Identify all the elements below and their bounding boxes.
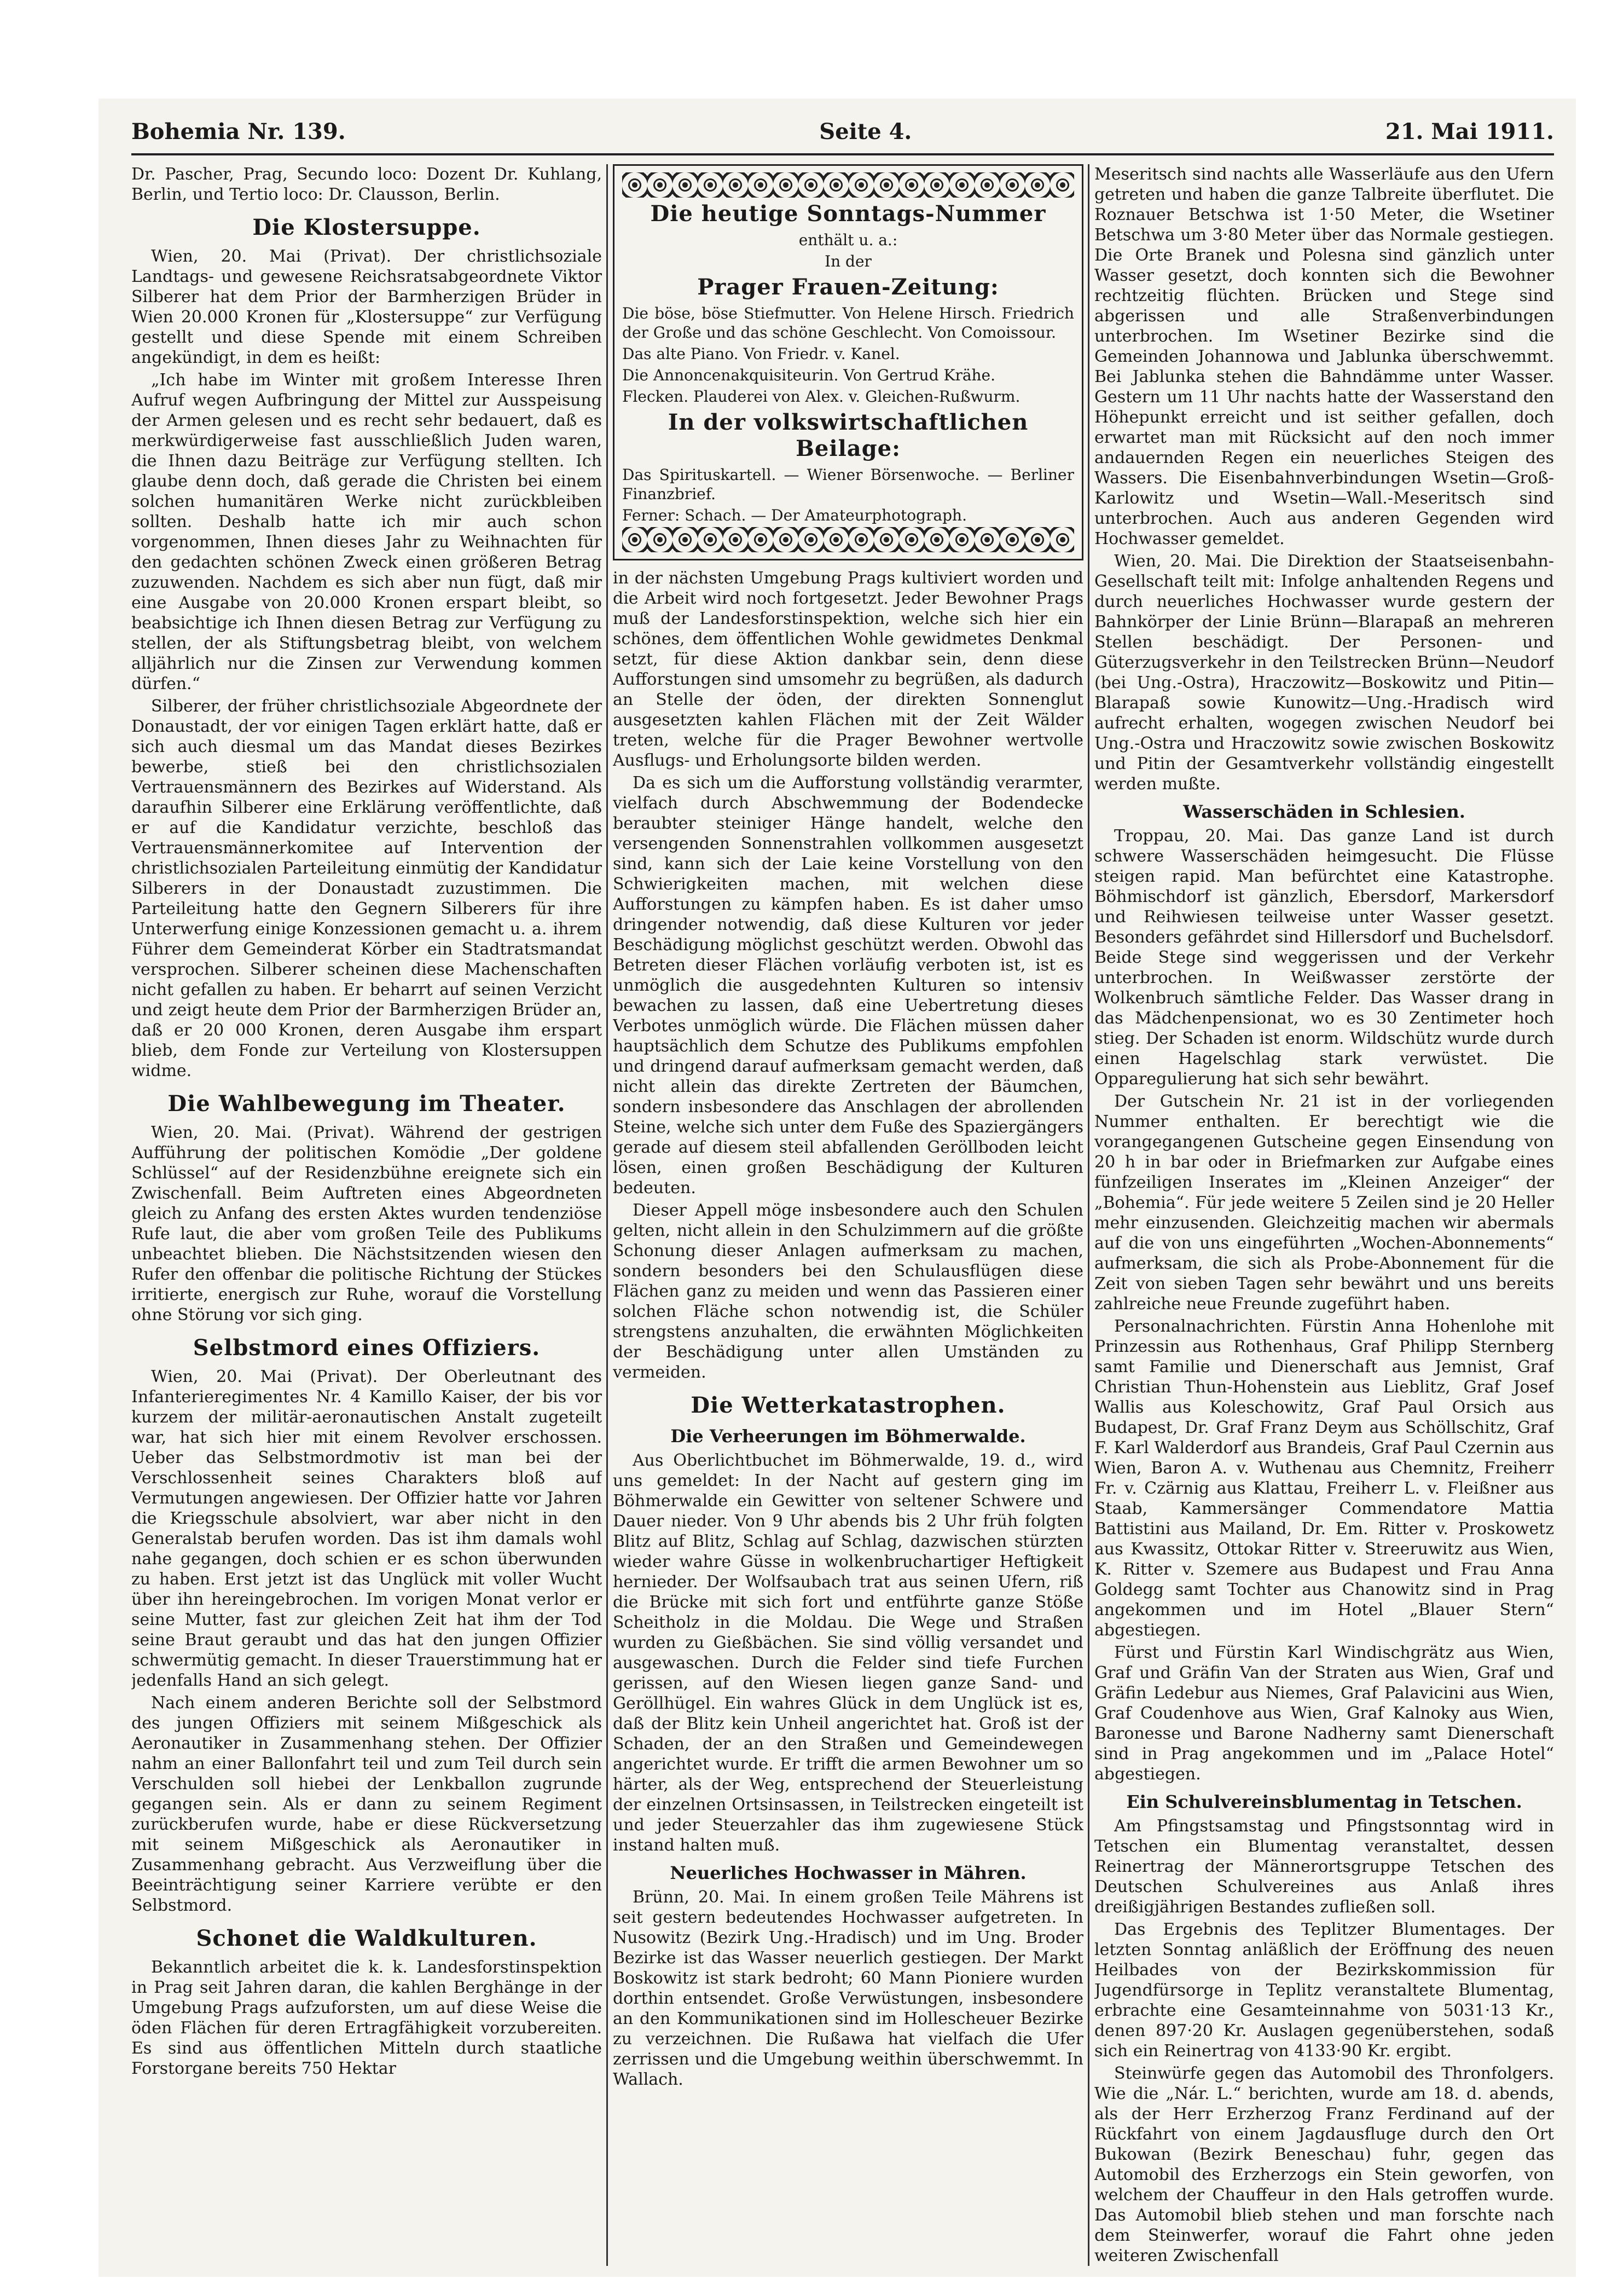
paragraph: Nach einem anderen Berichte soll der Selbstmord des jungen Offiziers mit seinem Mißgeschick als Aeronautiker in Zusammenhang stehen. Der Offizier nahm an einer Ballonfahrt teil und zum Teil durch sein Verschulden soll hiebei der Lenkballon zugrunde gegangen sein. Als er dann zu seinem Regiment zurückberufen wurde, habe er diese Rückversetzung mit seinem Mißgeschick als Aeronautiker in Zusammenhang gebracht. Aus Verzweiflung über die Beeinträchtigung seiner Karriere verübte er den Selbstmord.	[131, 1693, 602, 1915]
ornament-border-icon	[622, 172, 1074, 198]
paragraph: Wien, 20. Mai. (Privat). Während der gestrigen Aufführung der politischen Komödie „Der goldene Schlüssel“ auf der Residenzbühne ereignete sich ein Zwischenfall. Beim Auftreten eines Abgeordneten gleich zu Anfang des ersten Aktes wurden tendenziöse Rufe laut, die aber vom großen Teile des Publikums unbeachtet blieben. Die Nächstsitzenden wiesen den Rufer den offenbar die politische Richtung der Stückes irritierte, energisch zur Ruhe, worauf die Vorstellung ohne Störung vor sich ging.	[131, 1123, 602, 1325]
paragraph: Am Pfingstsamstag und Pfingstsonntag wird in Tetschen ein Blumentag veranstaltet, dessen Reinertrag der Männerortsgruppe Tetschen des Deutschen Schulvereines aus Anlaß ihres dreißigjährigen Bestandes zufließen soll.	[1094, 1817, 1554, 1917]
box-line: Die böse, böse Stiefmutter. Von Helene Hirsch. Friedrich der Große und das schöne Geschlecht. Von Comoissour.	[622, 304, 1074, 342]
newspaper-page	[98, 99, 1576, 2277]
headline-schlesien: Wasserschäden in Schlesien.	[1183, 801, 1465, 822]
paragraph: Steinwürfe gegen das Automobil des Thronfolgers. Wie die „Nár. L.“ berichten, wurde am 18. d. abends, als der Herr Erzherzog Franz Ferdinand auf der Rückfahrt von einem Jagdausfluge durch den Ort Bukowan (Bezirk Beneschau) fuhr, gegen das Automobil des Erzherzogs ein Stein geworfen, von welchem der Chauffeur in den Hals getroffen wurde. Das Automobil blieb stehen und man forschte nach dem Steinwerfer, worauf die Fahrt ohne jeden weiteren Zwischenfall	[1094, 2064, 1554, 2265]
paragraph: Meseritsch sind nachts alle Wasserläufe aus den Ufern getreten und haben die ganze Talbreite überflutet. Die Roznauer Betschwa ist 1·50 Meter, die Wsetiner Betschwa um 3·80 Meter über das Normale gestiegen. Die Orte Branek und Polesna sind gänzlich unter Wasser gesetzt, doch konnten sich die Bewohner rechtzeitig flüchten. Brücken und Stege sind abgerissen und alle Straßenverbindungen unterbrochen. Im Wsetiner Bezirke sind die Gemeinden Johannowa und Jablunka überschwemmt. Bei Jablunka stehen die Bahndämme unter Wasser. Gestern um 11 Uhr nachts hatte der Wasserstand den Höhepunkt erreicht und ist seither gefallen, doch erwartet man mit Rücksicht auf den noch immer andauernden Regen ein neuerliches Steigen des Wassers. Die Eisenbahnverbindungen Wsetin—Groß-Karlowitz und Wsetin—Wall.-Meseritsch sind unterbrochen. Auch aus anderen Gegenden wird Hochwasser gemeldet.	[1094, 165, 1554, 548]
headline-selbstmord: Selbstmord eines Offiziers.	[193, 1335, 541, 1361]
paragraph: Wien, 20. Mai. Die Direktion der Staatseisenbahn-Gesellschaft teilt mit: Infolge anhaltenden Regens und durch neuerliches Hochwasser wurde gestern der Bahnkörper der Linie Brünn—Blarapaß an mehreren Stellen beschädigt. Der Personen- und Güterzugsverkehr in den Teilstrecken Brünn—Neudorf (bei Ung.-Ostra), Hraczowitz—Boskowitz und Pitin—Blarapaß sowie Kunowitz—Ung.-Hradisch wird aufrecht erhalten, wogegen zwischen Neudorf bei Ung.-Ostra und Hraczowitz sowie zwischen Boskowitz und Pitin der Gesamtverkehr vollständig eingestellt werden mußte.	[1094, 552, 1554, 794]
column-1	[131, 164, 602, 2266]
headline-wahlbewegung: Die Wahlbewegung im Theater.	[167, 1091, 566, 1117]
paragraph: „Ich habe im Winter mit großem Interesse Ihren Aufruf wegen Aufbringung der Mittel zur Ausspeisung der Armen gelesen und es recht sehr bedauert, daß es merkwürdigerweise fast ausschließlich Juden waren, die Ihnen dazu Beiträge zur Verfügung stellten. Ich glaube denn doch, daß gerade die Christen bei einem solchen humanitären Werke nicht zurückbleiben sollten. Deshalb hatte ich mir auch schon vorgenommen, Ihnen dieses Jahr zu Weihnachten für den gedachten schönen Zweck einen größeren Betrag zuzuwenden. Nachdem es sich aber nun fügt, daß mir eine Ausgabe von 20.000 Kronen erspart bleibt, so beabsichtige ich Ihnen diesen Betrag zur Verfügung zu stellen, der als Stiftungsbetrag bleibt, von welchem alljährlich nur die Zinsen zur Verwendung kommen dürfen.“	[131, 371, 602, 693]
page-header	[131, 109, 1554, 155]
paragraph: Personalnachrichten. Fürstin Anna Hohenlohe mit Prinzessin aus Rothenhaus, Graf Philipp Sternberg samt Familie und Dienerschaft aus Jemnist, Graf Christian Thun-Hohenstein aus Lieblitz, Graf Josef Wallis aus Koleschowitz, Graf Paul Orsich aus Budapest, Dr. Graf Franz Deym aus Schöllschitz, Graf F. Karl Walderdorf aus Brandeis, Graf Paul Czernin aus Wien, Baron A. v. Wuthenau aus Chemnitz, Freiherr Fr. v. Czärnig aus Klattau, Freiherr L. v. Fleißner aus Staab, Kammersänger Commendatore Mattia Battistini aus Mailand, Dr. Em. Ritter v. Proskowetz aus Kwassitz, Ottokar Ritter v. Streeruwitz aus Wien, K. Ritter v. Szemere aus Budapest und Frau Anna Goldegg samt Tochter aus Chanowitz sind in Prag angekommen und im Hotel „Blauer Stern“ abgestiegen.	[1094, 1317, 1554, 1640]
box-line: Die Annoncenakquisiteurin. Von Gertrud Krähe.	[622, 366, 996, 384]
paragraph: Das Ergebnis des Teplitzer Blumentages. Der letzten Sonntag anläßlich der Eröffnung des neuen Heilbades von der Bezirkskommission für Jugendfürsorge in Teplitz veranstaltete Blumentag, erbrachte eine Gesamteinnahme von 5031·13 Kr., denen 897·20 Kr. Auslagen gegenüberstehen, sodaß sich ein Reinertrag von 4133·90 Kr. ergibt.	[1094, 1920, 1554, 2061]
box-title: Die heutige Sonntags-Nummer	[650, 201, 1046, 227]
paragraph: Wien, 20. Mai (Privat). Der christlichsoziale Landtags- und gewesene Reichsratsabgeordnete Viktor Silberer hat dem Prior der Barmherzigen Brüder in Wien 20.000 Kronen für „Klostersuppe“ zur Verfügung gestellt und diese Spende mit einem Schreiben angekündigt, in dem es heißt:	[131, 247, 602, 367]
paragraph: in der nächsten Umgebung Prags kultiviert worden und die Arbeit wird noch fortgesetzt. Jeder Bewohner Prags muß der Landesforstinspektion, welche sich hier ein schönes, dem öffentlichen Wohle gewidmetes Denkmal setzt, für diese Aktion dankbar sein, denn diese Aufforstungen sind umsomehr zu begrüßen, als dadurch an Stelle der öden, der direkten Sonnenglut ausgesetzten kahlen Flächen mit der Zeit Wälder treten, welche für die Prager Bewohner wertvolle Ausflugs- und Erholungsorte bilden werden.	[613, 569, 1083, 770]
ornament-border-icon	[622, 527, 1074, 552]
paragraph: Dieser Appell möge insbesondere auch den Schulen gelten, nicht allein in den Schulzimmern auf die größte Schonung dieser Anlagen aufmerksam zu machen, sondern besonders bei den Schulausflügen diese Flächen ganz zu meiden und wenn das Passieren einer solchen Fläche schon notwendig ist, die Schüler strengstens anzuhalten, die erwähnten Möglichkeiten der Beschädigung unter allen Umständen zu vermeiden.	[613, 1201, 1083, 1382]
header-right: 21. Mai 1911.	[1385, 118, 1554, 144]
intro-text: Dr. Pascher, Prag, Secundo loco: Dozent Dr. Kuhlang, Berlin, und Tertio loco: Dr. Clausson, Berlin.	[131, 165, 602, 204]
column-2	[613, 164, 1083, 2266]
paragraph: Der Gutschein Nr. 21 ist in der vorliegenden Nummer enthalten. Er berechtigt wie die vorangegangenen Gutscheine gegen Einsendung von 20 h in bar oder in Briefmarken zur Aufgabe eines fünfzeiligen Inserates im „Kleinen Anzeiger“ der „Bohemia“. Für jede weitere 5 Zeilen sind je 20 Heller mehr einzusenden. Gleichzeitig machen wir abermals auf die von uns eingeführten „Wochen-Abonnements“ aufmerksam, die sich als Probe-Abonnement für die Zeit von sieben Tagen sehr bewährt und uns bereits zahlreiche neue Freunde zugeführt haben.	[1094, 1092, 1554, 1314]
box-line: Flecken. Plauderei von Alex. v. Gleichen-Rußwurm.	[622, 388, 1021, 406]
headline-klostersuppe: Die Klostersuppe.	[252, 215, 481, 240]
column-3	[1094, 164, 1554, 2266]
paragraph: Brünn, 20. Mai. In einem großen Teile Mährens ist seit gestern bedeutendes Hochwasser aufgetreten. In Nusowitz (Bezirk Ung.-Hradisch) und im Ung. Broder Bezirke ist das Wasser neuerlich gestiegen. Der Markt Boskowitz ist stark bedroht; 60 Mann Pioniere wurden dorthin entsendet. Große Verwüstungen, insbesondere an den Kommunikationen sind im Hollescheuer Bezirke zu verzeichnen. Die Rußawa hat vielfach die Ufer zerrissen und die Umgebung weithin überschwemmt. In Wallach.	[613, 1888, 1083, 2089]
paragraph: Silberer, der früher christlichsoziale Abgeordnete der Donaustadt, der vor einigen Tagen erklärt hatte, daß er sich auch diesmal um das Mandat dieses Bezirkes bewerbe, stieß bei den christlichsozialen Vertrauensmännern des Bezirkes auf Widerstand. Als daraufhin Silberer eine Erklärung veröffentlichte, daß er auf die Kandidatur verzichte, beschloß das Vertrauensmännerkomitee auf Intervention der christlichsozialen Parteileitung einmütig der Kandidatur Silberers in der Donaustadt zuzustimmen. Die Parteileitung hatte den Gegnern Silberers für ihre Unterwerfung einige Konzessionen gemacht u. a. ihrem Führer dem Gemeinderat Körber ein Stadtratsmandat versprochen. Silberer scheinen diese Machenschaften nicht gefallen zu haben. Er beharrt auf seinen Verzicht und zeigt heute dem Prior der Barmherzigen Brüder an, daß er 20 000 Kronen, deren Ausgabe ihm erspart blieb, dem Fonde zur Verteilung von Klostersuppen widme.	[131, 697, 602, 1080]
box-subtitle: In der	[825, 252, 872, 270]
box-line: Das alte Piano. Von Friedr. v. Kanel.	[622, 345, 900, 363]
paragraph: Troppau, 20. Mai. Das ganze Land ist durch schwere Wasserschäden heimgesucht. Die Flüsse steigen rapid. Man befürchtet eine Katastrophe. Böhmischdorf ist gänzlich, Ebersdorf, Markersdorf und Reihwiesen teilweise unter Wasser gesetzt. Besonders gefährdet sind Hillersdorf und Buchelsdorf. Beide Stege sind weggerissen und der Verkehr unterbrochen. In Weißwasser zerstörte der Wolkenbruch sämtliche Felder. Das Wasser drang in das Mädchenpensionat, wo es 30 Zentimeter hoch stieg. Der Schaden ist enorm. Wildschütz wurde durch einen Hagelschlag stark verwüstet. Die Opparegulierung hat sich sehr bewährt.	[1094, 826, 1554, 1089]
sunday-issue-box	[613, 164, 1083, 560]
box-line: Ferner: Schach. — Der Amateurphotograph.	[622, 506, 967, 524]
box-line: Das Spirituskartell. — Wiener Börsenwoche. — Berliner Finanzbrief.	[622, 466, 1074, 503]
paragraph: Aus Oberlichtbuchet im Böhmerwalde, 19. d., wird uns gemeldet: In der Nacht auf gestern ging im Böhmerwalde ein Gewitter von seltener Schwere und Dauer nieder. Von 9 Uhr abends bis 2 Uhr früh folgten Blitz auf Blitz, Schlag auf Schlag, dazwischen stürzten wieder wahre Güsse in wolkenbruchartiger Heftigkeit hernieder. Der Wolfsaubach trat aus seinen Ufern, riß die Brücke mit sich fort und entführte ganze Stöße Scheitholz in die Moldau. Die Wege und Straßen wurden zu Gießbächen. Sie sind völlig versandet und ausgewaschen. Durch die Felder sind tiefe Furchen gerissen, auf den Wiesen liegen ganze Sand- und Geröllhügel. Ein wahres Glück in dem Unglück ist es, daß der Blitz kein Unheil angerichtet hat. Groß ist der Schaden, der an den Straßen und Gemeindewegen angerichtet wurde. Er trifft die armen Bewohner um so härter, als der Weg, entsprechend der Steuerleistung der einzelnen Ortsinsassen, in Teilstrecken eingeteilt ist und jeder Steuerzahler das ihm zugewiesene Stück instand halten muß.	[613, 1451, 1083, 1855]
subheadline-boehmerwald: Die Verheerungen im Böhmerwalde.	[670, 1426, 1026, 1447]
paragraph: Wien, 20. Mai (Privat). Der Oberleutnant des Infanterieregimentes Nr. 4 Kamillo Kaiser, der bis vor kurzem der militär-aeronautischen Anstalt zugeteilt war, hat sich hier mit einem Revolver erschossen. Ueber das Selbstmordmotiv ist man bei der Verschlossenheit seines Charakters bloß auf Vermutungen angewiesen. Der Offizier hatte vor Jahren die Kriegsschule absolviert, war aber nicht in den Generalstab berufen worden. Das ist ihm damals wohl nahe gegangen, doch schien er es schon überwunden zu haben. Erst jetzt ist das Unglück mit voller Wucht über ihn hereingebrochen. Im vorigen Monat verlor er seine Mutter, fast zur gleichen Zeit hat ihm der Tod seine Braut geraubt und das hat den jungen Offizier schwermütig gemacht. In dieser Trauerstimmung hat er jedenfalls Hand an sich gelegt.	[131, 1367, 602, 1690]
box-title: Prager Frauen-Zeitung:	[697, 274, 999, 300]
paragraph: Fürst und Fürstin Karl Windischgrätz aus Wien, Graf und Gräfin Van der Straten aus Wien, Graf und Gräfin Ledebur aus Niemes, Graf Palavicini aus Wien, Graf Coudenhove aus Wien, Graf Kalnoky aus Wien, Baronesse und Barone Nadherny samt Dienerschaft sind in Prag angekommen und im „Palace Hotel“ abgestiegen.	[1094, 1643, 1554, 1784]
box-title: In der volkswirtschaftlichen Beilage:	[668, 409, 1029, 461]
header-center: Seite 4.	[819, 118, 912, 144]
subheadline-hochwasser: Neuerliches Hochwasser in Mähren.	[670, 1863, 1027, 1883]
paragraph: Bekanntlich arbeitet die k. k. Landesforstinspektion in Prag seit Jahren daran, die kahlen Berghänge in der Umgebung Prags aufzuforsten, um auf diese Weise die öden Flächen für deren Ertragfähigkeit vorzubereiten. Es sind aus öffentlichen Mitteln durch staatliche Forstorgane bereits 750 Hektar	[131, 1958, 602, 2078]
header-left: Bohemia Nr. 139.	[131, 118, 346, 144]
paragraph: Da es sich um die Aufforstung vollständig verarmter, vielfach durch Abschwemmung der Bodendecke beraubter steiniger Hänge handelt, welche den versengenden Sonnenstrahlen vollkommen ausgesetzt sind, kann sich der Laie keine Vorstellung von den Schwierigkeiten machen, mit welchen diese Aufforstungen zu kämpfen haben. Es ist daher umso dringender notwendig, daß diese Kulturen vor jeder Beschädigung möglichst geschützt werden. Obwohl das Betreten dieser Flächen vorläufig verboten ist, ist es unmöglich die ausgedehnten Kulturen so intensiv bewachen zu lassen, daß eine Uebertretung dieses Verbotes unmöglich würde. Die Flächen müssen daher hauptsächlich dem Schutze des Publikums empfohlen und dringend darauf aufmerksam gemacht werden, daß nicht allein das direkte Zertreten der Bäumchen, sondern insbesondere das Anschlagen der abrollenden Steine, welche sich unter dem Fuße des Spaziergängers gerade auf diesem steil abfallenden Geröllboden leicht lösen, einen großen Beschädigung der Kulturen bedeuten.	[613, 773, 1083, 1198]
column-divider	[1088, 164, 1089, 2266]
headline-waldkulturen: Schonet die Waldkulturen.	[196, 1925, 537, 1951]
column-divider	[606, 164, 608, 2266]
headline-wetterkatastrophen: Die Wetterkatastrophen.	[691, 1392, 1006, 1418]
box-subtitle: enthält u. a.:	[798, 231, 898, 249]
headline-schulverein: Ein Schulvereinsblumentag in Tetschen.	[1126, 1791, 1522, 1812]
